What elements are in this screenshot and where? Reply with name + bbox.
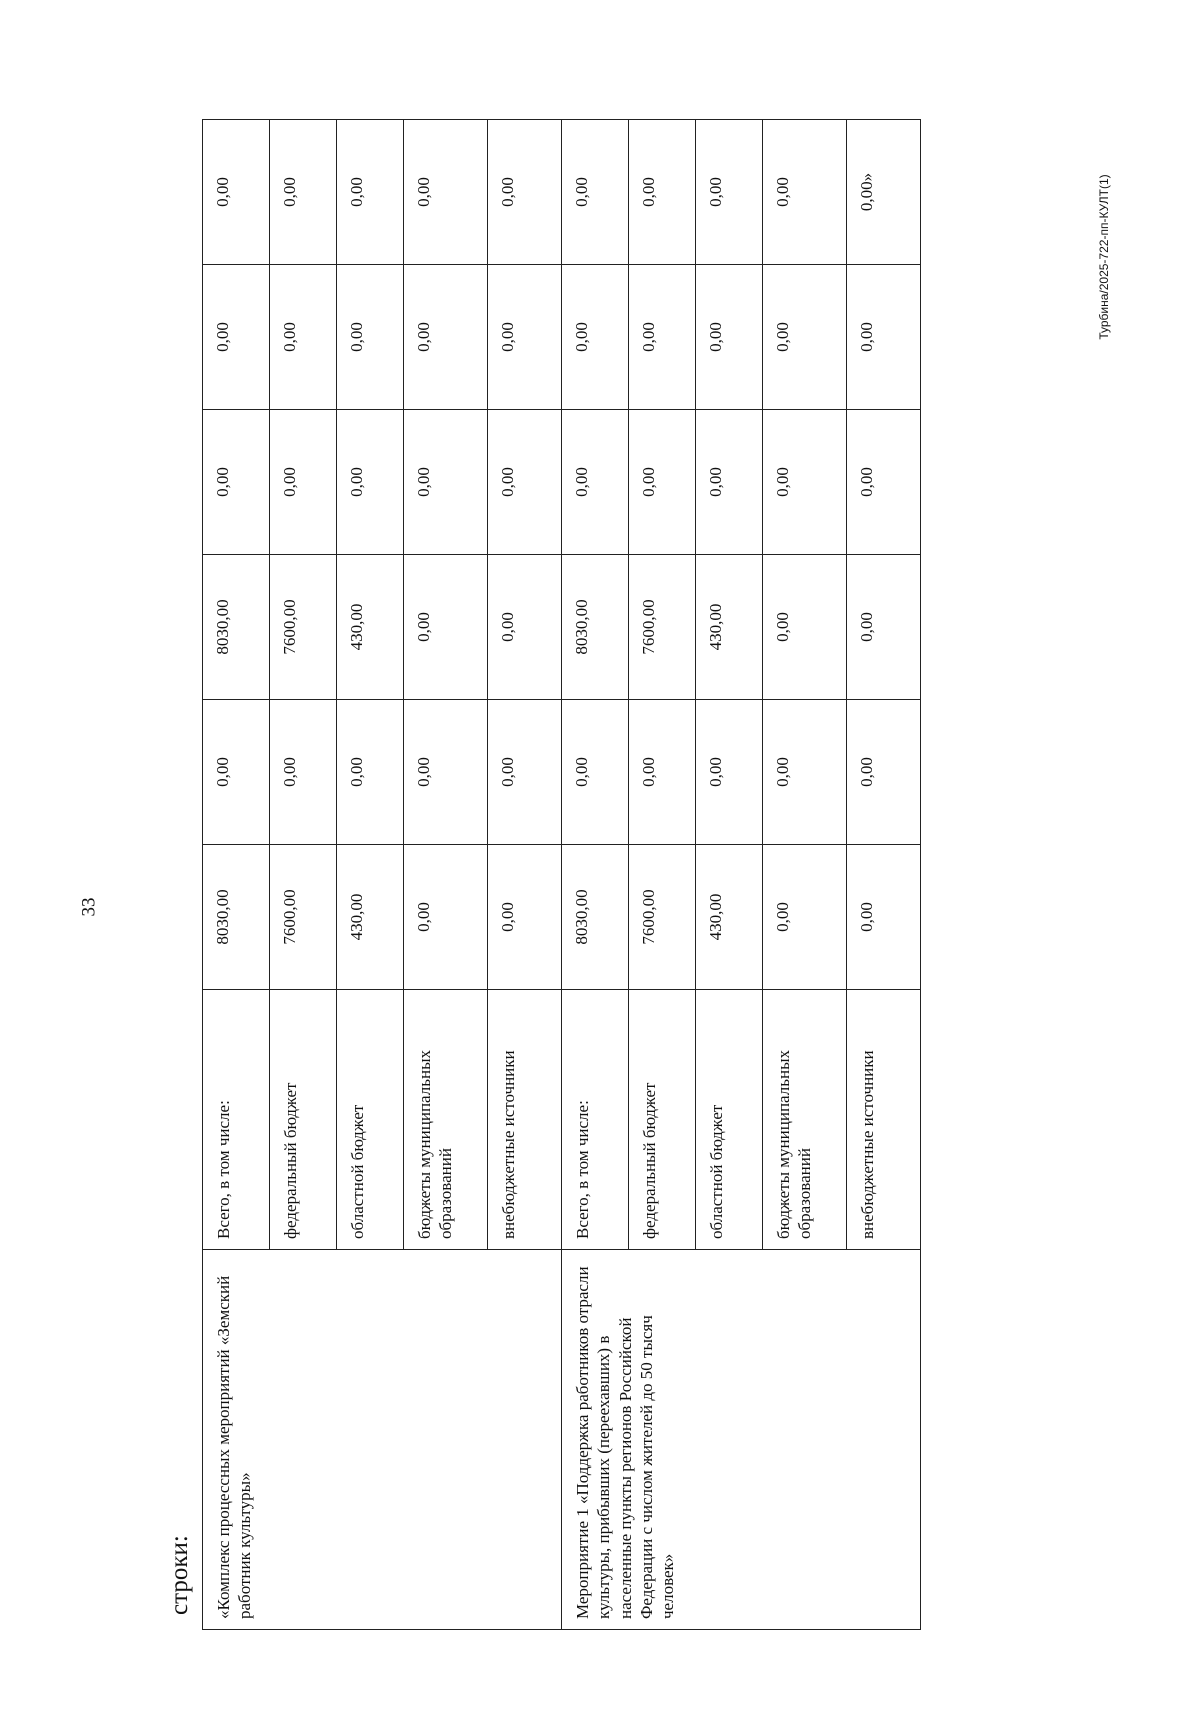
value-cell: 0,00 (488, 700, 562, 845)
value-cell: 0,00 (270, 410, 337, 555)
program-name-cell: Мероприятие 1 «Поддержка работников отрасли культуры, прибывших (переехавших) в населенные пункты регионов Российской Федерации с числом жителей до 50 тысяч человек» (562, 1250, 921, 1630)
program-name-cell: «Комплекс процессных мероприятий «Земский работник культуры» (203, 1250, 562, 1630)
value-cell: 0,00 (562, 265, 629, 410)
budget-table (202, 119, 921, 1630)
value-cell: 0,00 (404, 555, 488, 700)
funding-source-cell: федеральный бюджет (629, 990, 696, 1250)
value-cell: 8030,00 (562, 845, 629, 990)
value-cell: 0,00 (763, 410, 847, 555)
value-cell: 430,00 (337, 845, 404, 990)
section-heading: строки: (166, 1535, 193, 1615)
value-cell: 0,00 (847, 555, 921, 700)
funding-source-cell: областной бюджет (337, 990, 404, 1250)
table-row (203, 120, 270, 1630)
footer-code-text: Турбина/2025-722-пп-КУЛТ(1) (1097, 174, 1111, 340)
value-cell: 0,00 (488, 845, 562, 990)
value-cell: 0,00 (763, 265, 847, 410)
table-row (562, 120, 629, 1630)
value-cell: 0,00 (404, 410, 488, 555)
value-cell: 0,00 (696, 700, 763, 845)
value-cell: 7600,00 (270, 845, 337, 990)
value-cell: 0,00 (203, 700, 270, 845)
value-cell: 0,00 (404, 845, 488, 990)
value-cell: 0,00 (203, 410, 270, 555)
value-cell: 0,00 (763, 700, 847, 845)
funding-source-cell: внебюджетные источники (847, 990, 921, 1250)
value-cell: 0,00 (337, 120, 404, 265)
value-cell: 8030,00 (203, 845, 270, 990)
value-cell: 8030,00 (562, 555, 629, 700)
funding-source-cell: бюджеты муниципальных образований (404, 990, 488, 1250)
value-cell: 0,00 (562, 700, 629, 845)
value-cell: 0,00 (488, 120, 562, 265)
value-cell: 0,00 (337, 700, 404, 845)
value-cell: 0,00 (763, 555, 847, 700)
value-cell: 0,00 (562, 410, 629, 555)
value-cell: 7600,00 (270, 555, 337, 700)
value-cell: 8030,00 (203, 555, 270, 700)
value-cell: 0,00 (337, 410, 404, 555)
value-cell: 0,00 (488, 555, 562, 700)
funding-source-cell: Всего, в том числе: (203, 990, 270, 1250)
rotated-page-content (160, 120, 980, 1630)
value-cell: 430,00 (337, 555, 404, 700)
value-cell: 0,00 (404, 120, 488, 265)
value-cell: 0,00 (404, 700, 488, 845)
value-cell: 430,00 (696, 555, 763, 700)
value-cell: 0,00 (488, 265, 562, 410)
funding-source-cell: областной бюджет (696, 990, 763, 1250)
value-cell: 0,00 (404, 265, 488, 410)
value-cell: 0,00 (847, 845, 921, 990)
value-cell: 0,00 (203, 120, 270, 265)
value-cell: 0,00 (696, 265, 763, 410)
value-cell: 0,00 (488, 410, 562, 555)
value-cell: 0,00 (696, 120, 763, 265)
value-cell: 430,00 (696, 845, 763, 990)
value-cell: 0,00» (847, 120, 921, 265)
value-cell: 0,00 (847, 265, 921, 410)
value-cell: 0,00 (629, 120, 696, 265)
funding-source-cell: внебюджетные источники (488, 990, 562, 1250)
value-cell: 0,00 (763, 120, 847, 265)
value-cell: 0,00 (629, 265, 696, 410)
value-cell: 0,00 (203, 265, 270, 410)
value-cell: 0,00 (696, 410, 763, 555)
funding-source-cell: Всего, в том числе: (562, 990, 629, 1250)
value-cell: 0,00 (270, 265, 337, 410)
value-cell: 0,00 (562, 120, 629, 265)
value-cell: 0,00 (763, 845, 847, 990)
value-cell: 0,00 (270, 120, 337, 265)
value-cell: 0,00 (337, 265, 404, 410)
value-cell: 7600,00 (629, 845, 696, 990)
value-cell: 0,00 (847, 700, 921, 845)
value-cell: 7600,00 (629, 555, 696, 700)
value-cell: 0,00 (847, 410, 921, 555)
funding-source-cell: бюджеты муниципальных образований (763, 990, 847, 1250)
page-number: 33 (78, 897, 100, 917)
value-cell: 0,00 (629, 410, 696, 555)
value-cell: 0,00 (629, 700, 696, 845)
funding-source-cell: федеральный бюджет (270, 990, 337, 1250)
value-cell: 0,00 (270, 700, 337, 845)
